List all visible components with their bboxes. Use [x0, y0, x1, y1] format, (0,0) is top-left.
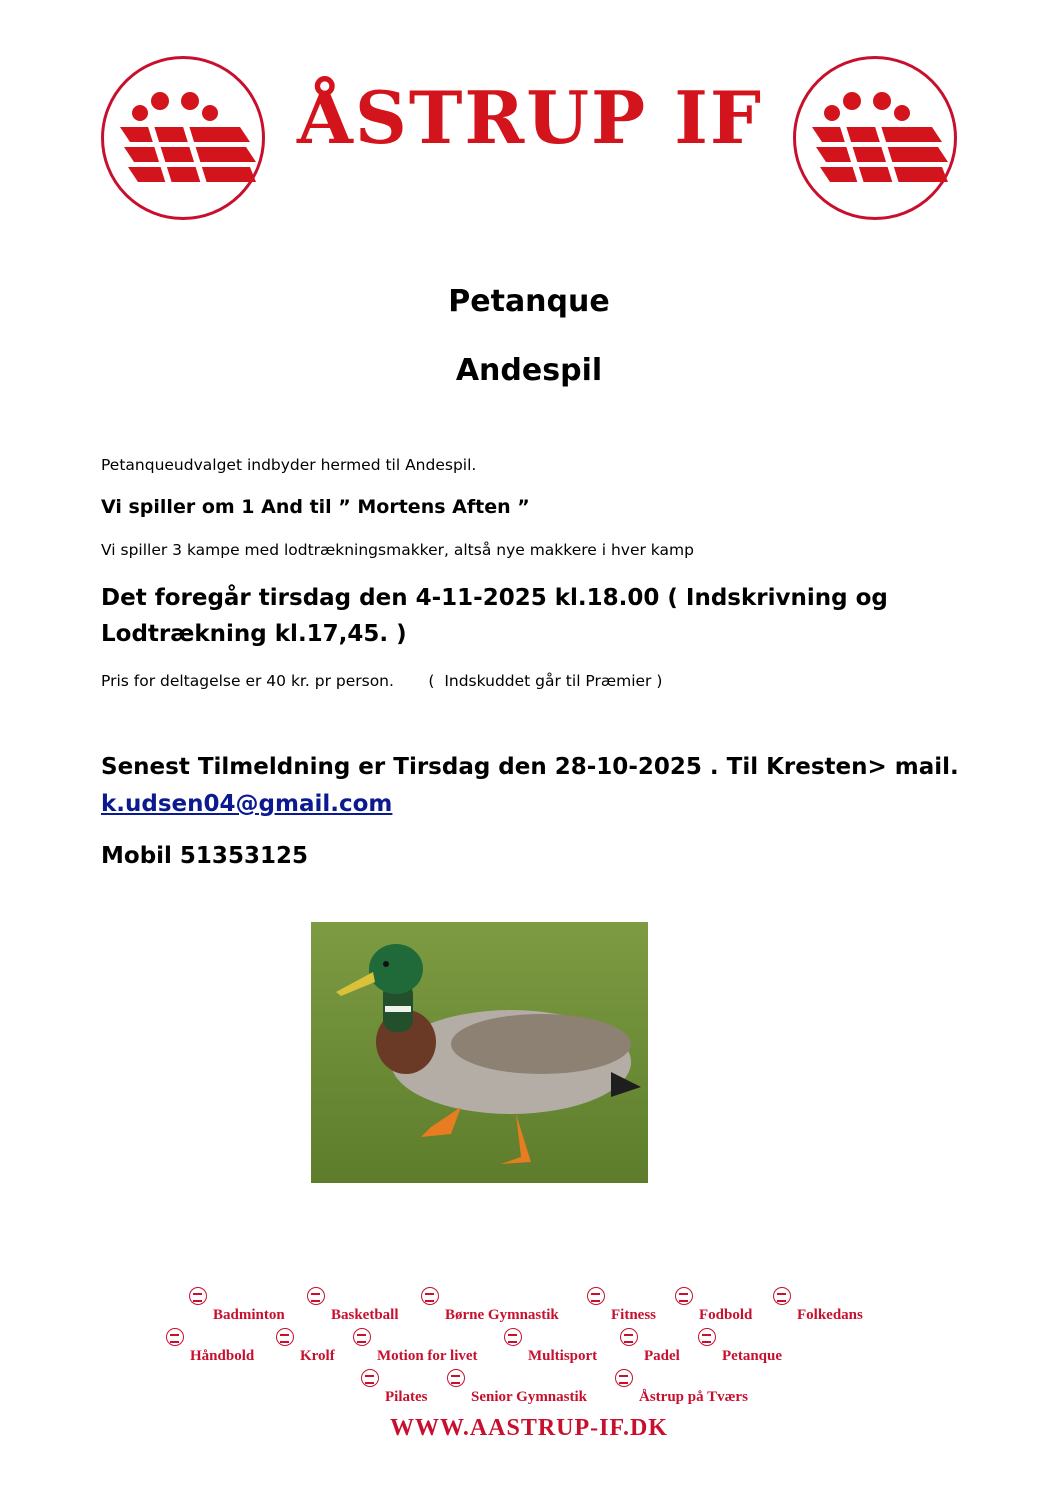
format-text: Vi spiller 3 kampe med lodtrækningsmakker, altså nye makkere i hver kamp	[101, 541, 694, 559]
sport-item: Krolf	[300, 1348, 335, 1364]
sport-item: Fitness	[611, 1307, 656, 1323]
sport-item: Padel	[644, 1348, 680, 1364]
intro-text: Petanqueudvalget indbyder hermed til Andespil.	[101, 456, 477, 474]
event-time-line2: Lodtrækning kl.17,45. )	[101, 621, 407, 647]
club-logo-right	[793, 56, 957, 220]
club-mini-icon	[307, 1287, 325, 1305]
prize-text: Vi spiller om 1 And til ” Mortens Aften ”	[101, 496, 530, 518]
club-mini-icon	[698, 1328, 716, 1346]
sport-item: Åstrup på Tværs	[639, 1389, 748, 1405]
sport-item: Petanque	[722, 1348, 782, 1364]
club-mini-icon	[587, 1287, 605, 1305]
sport-item: Fodbold	[699, 1307, 753, 1323]
club-emblem-icon	[802, 87, 948, 197]
club-mini-icon	[276, 1328, 294, 1346]
sport-item: Håndbold	[190, 1348, 255, 1364]
club-mini-icon	[504, 1328, 522, 1346]
club-mini-icon	[421, 1287, 439, 1305]
club-mini-icon	[620, 1328, 638, 1346]
club-brand-title: ÅSTRUP IF	[296, 75, 764, 160]
sport-item: Motion for livet	[377, 1348, 478, 1364]
mobile-text: Mobil 51353125	[101, 843, 308, 869]
club-mini-icon	[773, 1287, 791, 1305]
sport-item: Basketball	[331, 1307, 399, 1323]
event-time-line1: Det foregår tirsdag den 4-11-2025 kl.18.00 ( Indskrivning og	[101, 585, 888, 611]
club-mini-icon	[675, 1287, 693, 1305]
email-link[interactable]: k.udsen04@gmail.com	[101, 791, 393, 817]
deadline-text: Senest Tilmeldning er Tirsdag den 28-10-2025 . Til Kresten> mail.	[101, 754, 959, 780]
website-link[interactable]: WWW.AASTRUP-IF.DK	[390, 1415, 668, 1441]
sport-item: Multisport	[528, 1348, 598, 1364]
sport-item: Pilates	[385, 1389, 428, 1405]
sport-item: Badminton	[213, 1307, 285, 1323]
page-subtitle: Andespil	[455, 353, 603, 388]
sport-item: Senior Gymnastik	[471, 1389, 587, 1405]
sport-item: Folkedans	[797, 1307, 863, 1323]
club-logo-left	[101, 56, 265, 220]
page-title: Petanque	[448, 284, 610, 319]
duck-photo	[311, 922, 648, 1183]
price-text: Pris for deltagelse er 40 kr. pr person. ( Indskuddet går til Præmier )	[101, 672, 663, 690]
sport-item: Børne Gymnastik	[445, 1307, 559, 1323]
club-mini-icon	[166, 1328, 184, 1346]
club-mini-icon	[615, 1369, 633, 1387]
club-mini-icon	[353, 1328, 371, 1346]
club-mini-icon	[189, 1287, 207, 1305]
club-mini-icon	[447, 1369, 465, 1387]
club-mini-icon	[361, 1369, 379, 1387]
club-emblem-icon	[110, 87, 256, 197]
